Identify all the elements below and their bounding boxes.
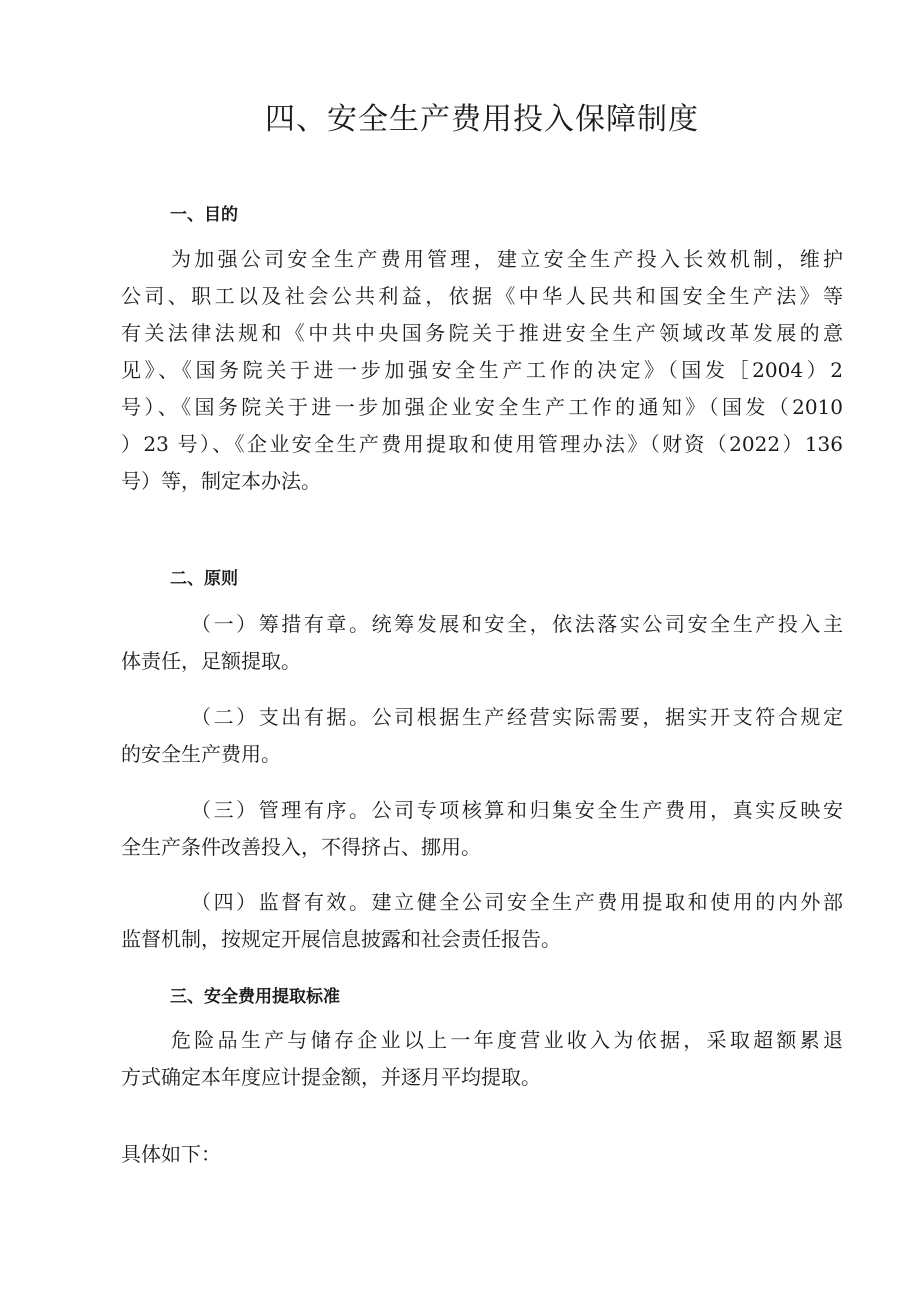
paragraph-line: 为加强公司安全生产费用管理，建立安全生产投入长效机制，维护 — [171, 247, 843, 271]
paragraph-line: 危险品生产与储存企业以上一年度营业收入为依据，采取超额累退 — [171, 1028, 843, 1052]
section-heading-purpose: 一、目的 — [170, 205, 238, 225]
paragraph-line: 体责任，足额提取。 — [121, 649, 301, 673]
paragraph-line: 全生产条件改善投入，不得挤占、挪用。 — [121, 835, 481, 859]
paragraph-line: 号）等，制定本办法。 — [121, 469, 321, 493]
principle-item-4 — [121, 884, 843, 958]
paragraph-line: （四）监督有效。建立健全公司安全生产费用提取和使用的内外部 — [191, 890, 843, 914]
paragraph-line: 公司、职工以及社会公共利益，依据《中华人民共和国安全生产法》等 — [121, 284, 843, 308]
principle-item-1 — [121, 606, 843, 680]
paragraph-line: 监督机制，按规定开展信息披露和社会责任报告。 — [121, 927, 561, 951]
paragraph-line: （二）支出有据。公司根据生产经营实际需要，据实开支符合规定 — [191, 705, 843, 729]
closing-line — [121, 1136, 843, 1173]
paragraph-line: 见》、《国务院关于进一步加强安全生产工作的决定》（国发［2004）2 — [121, 358, 843, 382]
closing-text: 具体如下： — [121, 1142, 221, 1166]
paragraph-line: （一）筹措有章。统筹发展和安全，依法落实公司安全生产投入主 — [191, 612, 843, 636]
paragraph-line: ）23 号）、《企业安全生产费用提取和使用管理办法》（财资（2022）136 — [121, 432, 843, 456]
paragraph-line: 方式确定本年度应计提金额，并逐月平均提取。 — [121, 1065, 541, 1089]
principle-item-3 — [121, 792, 843, 866]
paragraph-line: （三）管理有序。公司专项核算和归集安全生产费用，真实反映安 — [191, 798, 843, 822]
paragraph-line: 的安全生产费用。 — [121, 742, 281, 766]
paragraph-line: 号）、《国务院关于进一步加强企业安全生产工作的通知》（国发（2010 — [121, 395, 843, 419]
principle-item-2 — [121, 699, 843, 773]
section-heading-extraction-standard: 三、安全费用提取标准 — [170, 987, 340, 1007]
section-purpose-paragraph — [121, 241, 843, 500]
section-extraction-paragraph — [121, 1022, 843, 1096]
section-heading-principles: 二、原则 — [170, 569, 238, 589]
document-title: 四、安全生产费用投入保障制度 — [265, 102, 699, 137]
paragraph-line: 有关法律法规和《中共中央国务院关于推进安全生产领域改革发展的意 — [121, 321, 843, 345]
